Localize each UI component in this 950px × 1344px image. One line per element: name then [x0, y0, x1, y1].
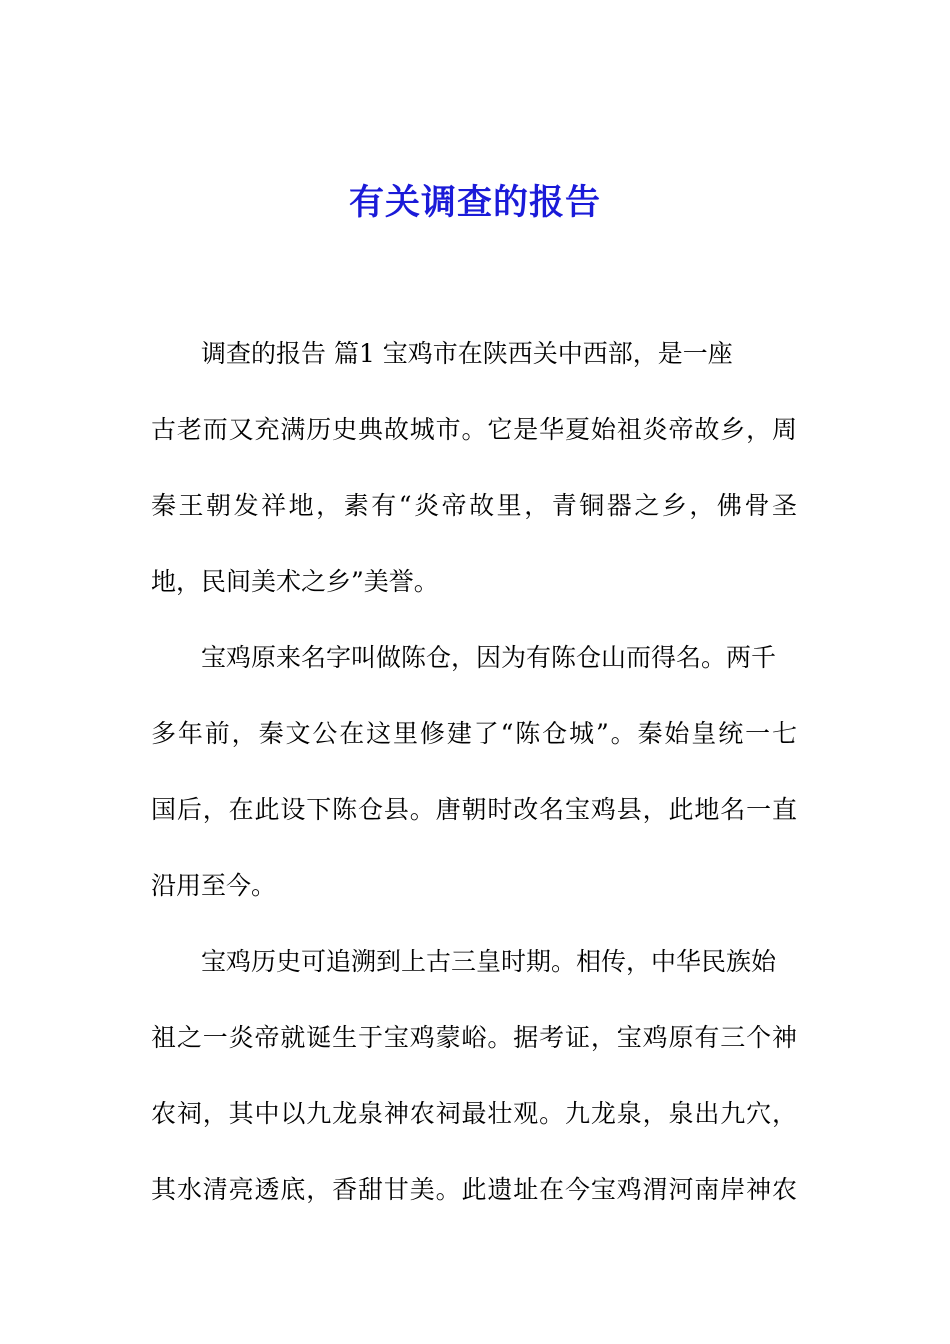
- document-title: 有关调查的报告: [348, 182, 601, 223]
- paragraph-line: 农祠，其中以九龙泉神农祠最壮观。九龙泉，泉出九穴，: [151, 1099, 797, 1128]
- paragraph-line: 祖之一炎帝就诞生于宝鸡蒙峪。据考证，宝鸡原有三个神: [151, 1023, 797, 1052]
- paragraph-line: 地，民间美术之乡”美誉。: [151, 567, 439, 596]
- document-body: [151, 331, 797, 1243]
- paragraph-line: 多年前，秦文公在这里修建了“陈仓城”。秦始皇统一七: [151, 719, 797, 748]
- paragraph-line: 沿用至今。: [151, 871, 277, 900]
- paragraph-line: 宝鸡原来名字叫做陈仓，因为有陈仓山而得名。两千: [201, 643, 777, 672]
- paragraph-line: 国后，在此设下陈仓县。唐朝时改名宝鸡县，此地名一直: [151, 795, 797, 824]
- paragraph-line: 调查的报告 篇1 宝鸡市在陕西关中西部，是一座: [201, 339, 733, 368]
- paragraph-line: 古老而又充满历史典故城市。它是华夏始祖炎帝故乡，周: [151, 415, 797, 444]
- paragraph-line: 秦王朝发祥地，素有“炎帝故里，青铜器之乡，佛骨圣: [151, 491, 797, 520]
- paragraph-line: 宝鸡历史可追溯到上古三皇时期。相传，中华民族始: [201, 947, 777, 976]
- paragraph-line: 其水清亮透底，香甜甘美。此遗址在今宝鸡渭河南岸神农: [151, 1175, 797, 1204]
